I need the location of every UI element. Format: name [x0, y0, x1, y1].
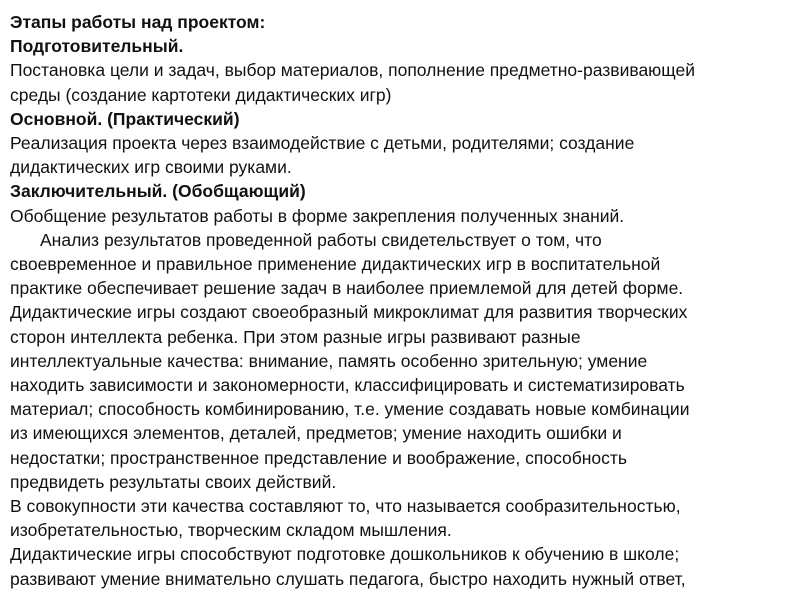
text-line: дидактических игр своими руками.	[10, 157, 292, 178]
text-line: В совокупности эти качества составляют то, что называется сообразительностью,	[10, 496, 681, 517]
text-line: находить зависимости и закономерности, классифицировать и систематизировать	[10, 375, 685, 396]
text-line: среды (создание картотеки дидактических игр)	[10, 84, 392, 105]
text-line: Обобщение результатов работы в форме закрепления полученных знаний.	[10, 205, 625, 226]
text-line: недостатки; пространственное представление и воображение, способность	[10, 447, 628, 468]
text-line: развивают умение внимательно слушать педагога, быстро находить нужный ответ,	[10, 568, 686, 589]
text-line: Дидактические игры способствуют подготовке дошкольников к обучению в школе;	[10, 544, 680, 565]
document-text	[10, 10, 795, 591]
text-line: из имеющихся элементов, деталей, предметов; умение находить ошибки и	[10, 423, 622, 444]
text-line: практике обеспечивает решение задач в наиболее приемлемой для детей форме.	[10, 278, 684, 299]
text-line: изобретательностью, творческим складом мышления.	[10, 520, 452, 541]
text-line: Постановка цели и задач, выбор материалов, пополнение предметно-развивающей	[10, 60, 696, 81]
document-title: Этапы работы над проектом:	[10, 12, 266, 32]
text-line: своевременное и правильное применение дидактических игр в воспитательной	[10, 254, 661, 275]
text-line: материал; способность комбинированию, т.е. умение создавать новые комбинации	[10, 399, 690, 420]
text-line: предвидеть результаты своих действий.	[10, 471, 337, 492]
stage-heading-main: Основной. (Практический)	[10, 108, 240, 129]
text-line: Дидактические игры создают своеобразный микроклимат для развития творческих	[10, 302, 688, 323]
stage-heading-final: Заключительный. (Обобщающий)	[10, 181, 306, 202]
text-line: сторон интеллекта ребенка. При этом разные игры развивают разные	[10, 326, 581, 347]
text-line: Анализ результатов проведенной работы свидетельствует о том, что	[40, 229, 602, 250]
text-line: интеллектуальные качества: внимание, память особенно зрительную; умение	[10, 350, 648, 371]
stage-heading-preparatory: Подготовительный.	[10, 36, 184, 57]
text-line: Реализация проекта через взаимодействие с детьми, родителями; создание	[10, 133, 635, 154]
